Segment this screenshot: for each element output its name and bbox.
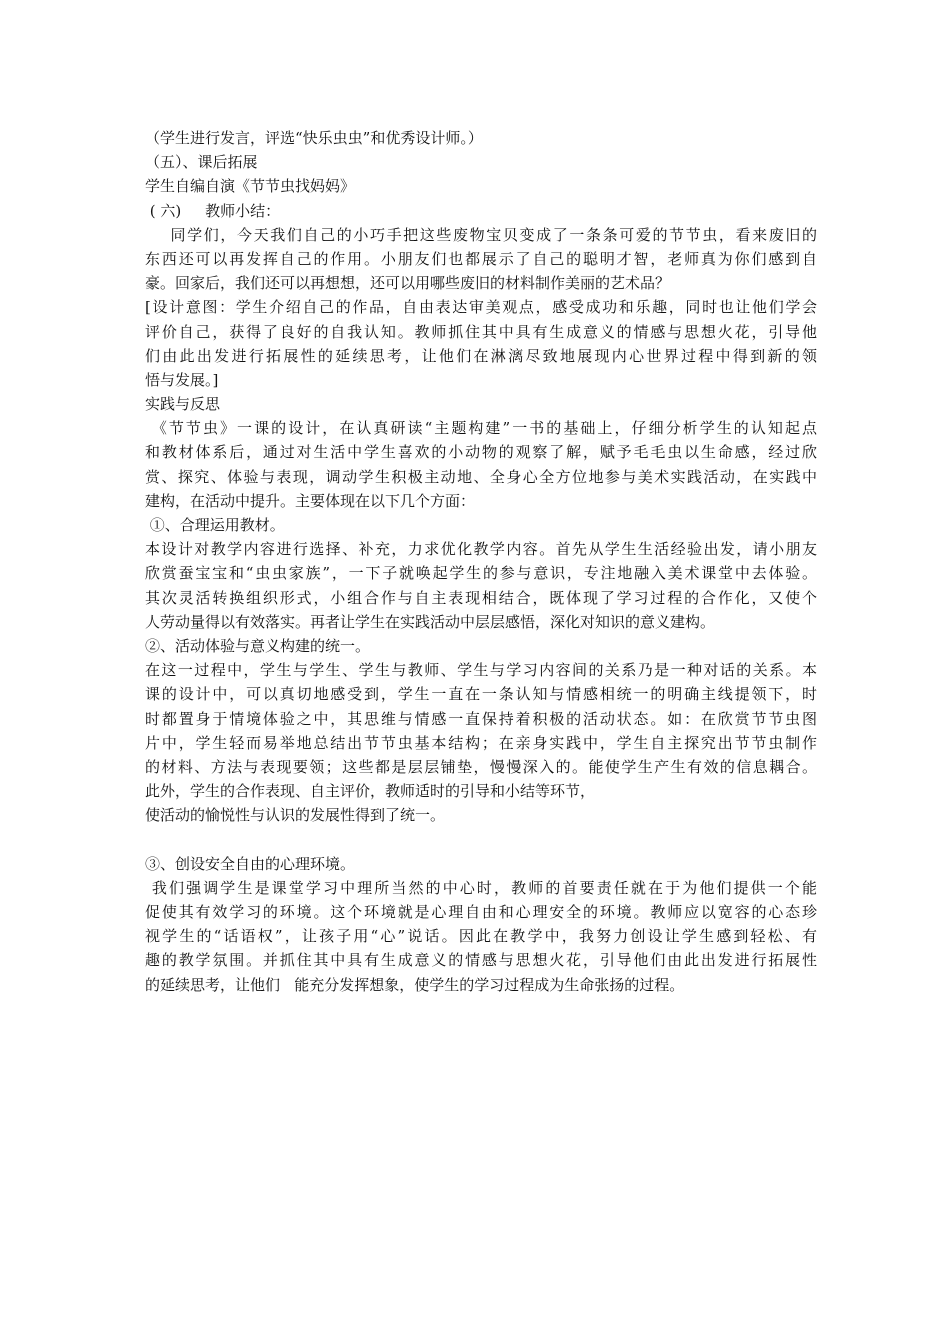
paragraph-line: 课的设计中，可以真切地感受到，学生一直在一条认知与情感相统一的明确主线提领下，时	[145, 685, 817, 704]
point-heading-3: ③、创设安全自由的心理环境。	[145, 854, 356, 873]
paragraph-line: 时都置身于情境体验之中，其思维与情感一直保持着积极的活动状态。如：在欣赏节节虫图	[145, 709, 817, 728]
document-body	[145, 126, 817, 997]
paragraph-line: 趣的教学氛围。并抓住其中具有生成意义的情感与思想火花，引导他们由此出发进行拓展性	[145, 951, 817, 970]
paragraph-line: 的材料、方法与表现要领；这些都是层层铺垫，慢慢深入的。能使学生产生有效的信息耦合。	[145, 757, 817, 776]
paragraph-line: 建构，在活动中提升。主要体现在以下几个方面：	[145, 491, 476, 510]
paragraph-line: 此外，学生的合作表现、自主评价，教师适时的引导和小结等环节，	[145, 782, 596, 801]
design-intent-line: [设计意图：学生介绍自己的作品，自由表达审美观点，感受成功和乐趣，同时也让他们学会	[145, 298, 817, 317]
point-heading-2: ②、活动体验与意义构建的统一。	[145, 636, 371, 655]
paragraph-line: 片中，学生轻而易举地总结出节节虫基本结构；在亲身实践中，学生自主探究出节节虫制作	[145, 733, 817, 752]
design-intent-line: 评价自己，获得了良好的自我认知。教师抓住其中具有生成意义的情感与思想火花，引导他	[145, 322, 817, 341]
paragraph-line: 使活动的愉悦性与认识的发展性得到了统一。	[145, 806, 446, 825]
paragraph-line: 其次灵活转换组织形式，小组合作与自主表现相结合，既体现了学习过程的合作化，又使个	[145, 588, 817, 607]
paragraph-line: 我们强调学生是课堂学习中理所当然的中心时，教师的首要责任就在于为他们提供一个能	[145, 878, 817, 897]
paragraph-line: 本设计对教学内容进行选择、补充，力求优化教学内容。首先从学生生活经验出发，请小朋友	[145, 540, 817, 559]
paragraph-line: 的延续思考，让他们 能充分发挥想象，使学生的学习过程成为生命张扬的过程。	[145, 975, 685, 994]
point-heading-1: ①、合理运用教材。	[145, 516, 285, 534]
section-heading-extension: （五）、课后拓展	[145, 153, 258, 172]
paragraph-line: 东西还可以再发挥自己的作用。小朋友们也都展示了自己的聪明才智，老师真为你们感到自	[145, 249, 817, 268]
evaluation-note: （学生进行发言，评选“快乐虫虫”和优秀设计师。）	[145, 129, 483, 147]
paragraph-line: 欣赏蚕宝宝和“虫虫家族”，一下子就唤起学生的参与意识，专注地融入美术课堂中去体验。	[145, 564, 817, 583]
paragraph-line: 人劳动量得以有效落实。再者让学生在实践活动中层层感悟，深化对知识的意义建构。	[145, 612, 716, 631]
section-heading-summary: ( 六) 教师小结：	[145, 201, 281, 220]
design-intent-line: 悟与发展。]	[145, 370, 219, 389]
paragraph-line: 在这一过程中，学生与学生、学生与教师、学生与学习内容间的关系乃是一种对话的关系。本	[145, 661, 817, 680]
design-intent-line: 们由此出发进行拓展性的延续思考，让他们在淋漓尽致地展现内心世界过程中得到新的领	[145, 346, 817, 365]
paragraph-line: 赏、探究、体验与表现，调动学生积极主动地、全身心全方位地参与美术实践活动，在实践中	[145, 467, 817, 486]
extension-body: 学生自编自演《节节虫找妈妈》	[145, 177, 356, 196]
paragraph-line: 同学们，今天我们自己的小巧手把这些废物宝贝变成了一条条可爱的节节虫，看来废旧的	[145, 225, 817, 244]
paragraph-line: 《节节虫》一课的设计，在认真研读“主题构建”一书的基础上，仔细分析学生的认知起点	[145, 419, 817, 438]
paragraph-line: 视学生的“话语权”，让孩子用“心”说话。因此在教学中，我努力创设让学生感到轻松、有	[145, 927, 817, 946]
blank-line	[145, 827, 817, 851]
paragraph-line: 豪。回家后，我们还可以再想想，还可以用哪些废旧的材料制作美丽的艺术品？	[145, 274, 671, 293]
section-heading-reflection: 实践与反思	[145, 395, 221, 414]
paragraph-line: 促使其有效学习的环境。这个环境就是心理自由和心理安全的环境。教师应以宽容的心态珍	[145, 903, 817, 921]
paragraph-line: 和教材体系后，通过对生活中学生喜欢的小动物的观察了解，赋予毛毛虫以生命感，经过欣	[145, 443, 817, 462]
